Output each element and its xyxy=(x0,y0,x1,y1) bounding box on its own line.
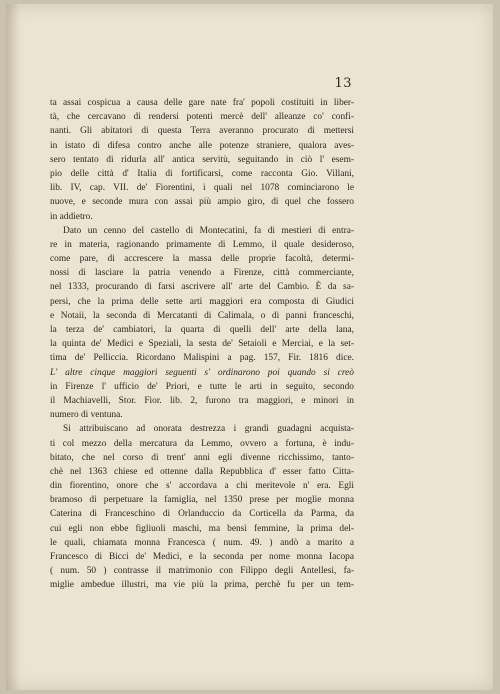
text-line: din fiorentino, onore che s' accordava a chi meritevole n' era. Egli xyxy=(50,481,354,492)
paragraph-2 xyxy=(50,224,354,423)
text-line: e Notaii, la seconda di Mercatanti di Calimala, o di panni franceschi, xyxy=(50,310,354,321)
text-line: le quali, chiamata monna Francesca ( num. 49. ) andò a marito a xyxy=(50,537,354,548)
text-line: L' altre cinque maggiori seguenti s' ordinarono poi quando si creò xyxy=(50,367,354,378)
text-line: tima de' Pelliccia. Ricordano Malispini a pag. 157, Fir. 1816 dice. xyxy=(50,353,354,364)
text-line: sero tentato di ridurla all' antica servitù, seguitando in ciò l' esem- xyxy=(50,154,354,165)
body-text xyxy=(50,96,354,593)
text-line: Caterina di Franceschino di Orlanduccio da Corticella da Parma, da xyxy=(50,509,354,520)
paragraph-3 xyxy=(50,422,354,592)
text-line: bramoso di perpetuare la famiglia, nel 1350 prese per moglie monna xyxy=(50,495,354,506)
text-line: la quinta de' Medici e Speziali, la sesta de' Setaioli e Merciai, e la set- xyxy=(50,339,354,350)
text-line: nossi di lasciare la patria venendo a Firenze, città commerciante, xyxy=(50,268,354,279)
text-line: re in materia, ragionando primamente di Lemmo, il quale desideroso, xyxy=(50,239,354,250)
page-number: 13 xyxy=(334,76,352,91)
text-line: chè nel 1363 chiese ed ottenne dalla Repubblica d' esser fatto Citta- xyxy=(50,466,354,477)
text-line: numero di ventuna. xyxy=(50,410,123,421)
text-line: ( num. 50 ) contrasse il matrimonio con Filippo degli Antellesi, fa- xyxy=(50,566,354,577)
text-line: lib. IV, cap. VII. de' Fiorentini, i quali nel 1078 cominciarono le xyxy=(50,183,354,194)
text-line: Dato un cenno del castello di Montecatini, fa di mestieri di entra- xyxy=(63,225,354,236)
text-line: bitato, che nel corso di trent' anni egli divenne ricchissimo, tanto- xyxy=(50,452,354,463)
text-line: Si attribuiscano ad onorata destrezza i grandi guadagni acquista- xyxy=(63,424,354,435)
text-line: ta assai cospicua a causa delle gare nate fra' popoli costituiti in liber- xyxy=(50,98,354,108)
text-line: in istato di difesa contro anche alle potenze straniere, qualora aves- xyxy=(50,140,354,151)
text-line: cui egli non ebbe figliuoli maschi, ma bensì femmine, la prima del- xyxy=(50,523,354,534)
paragraph-1 xyxy=(50,96,354,224)
text-line: miglie ambedue illustri, ma vie più la prima, perchè fu per un tem- xyxy=(50,580,354,591)
text-line: nel 1333, procurando di farsi ascrivere all' arte del Cambio. È da sa- xyxy=(50,282,354,293)
text-line: la terza de' cambiatori, la quarta di quelli dell' arte della lana, xyxy=(50,325,354,335)
page-binding-shadow xyxy=(6,4,20,690)
text-line: in Firenze l' ufficio de' Priori, e tutte le arti in seguito, secondo xyxy=(50,381,354,392)
text-line: in addietro. xyxy=(50,211,93,222)
text-line: pio delle città d' Italia di fortificarsi, come racconta Gio. Villani, xyxy=(50,168,354,179)
text-line: tà, che cercavano di rendersi potenti mercè dell' alleanze co' confi- xyxy=(50,112,354,123)
text-line: ti col mezzo della mercatura da Lemmo, ovvero a fortuna, è indu- xyxy=(50,438,354,449)
text-line: Francesco di Bicci de' Medici, e la seconda per nome monna Iacopa xyxy=(50,552,354,562)
text-line: nuove, e seconde mura con assai più ampio giro, di quel che fossero xyxy=(50,197,354,208)
text-line: il Machiavelli, Stor. Fior. lib. 2, furono tra maggiori, e minori in xyxy=(50,395,354,406)
text-line: persi, che la prima delle sette arti maggiori era composta di Giudici xyxy=(50,296,354,307)
text-line: nanti. Gli abitatori di questa Terra averanno procurato di mettersi xyxy=(50,126,354,137)
text-line: come pare, di accrescere la massa delle proprie facoltà, determi- xyxy=(50,254,354,265)
